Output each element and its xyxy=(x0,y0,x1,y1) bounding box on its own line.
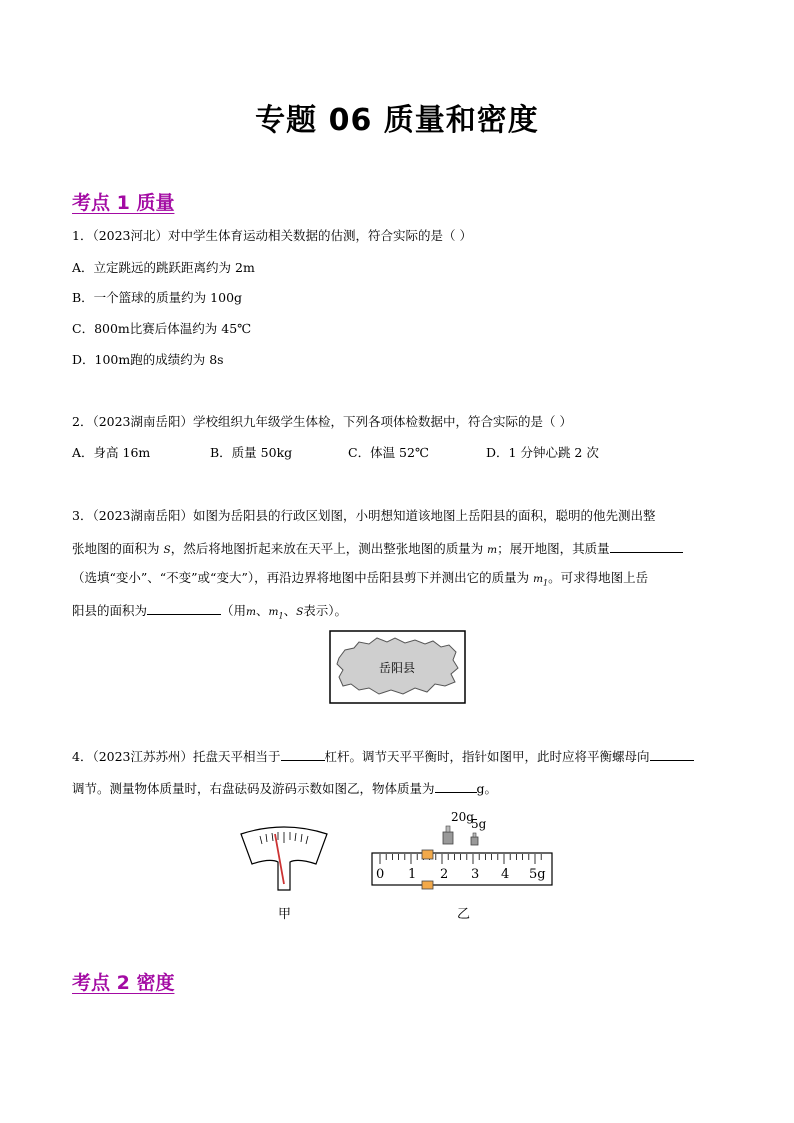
answer-blank[interactable] xyxy=(435,779,477,793)
var-m1: m xyxy=(268,606,279,618)
q3-text: 。可求得地图上岳 xyxy=(548,570,649,585)
figure-label-right: 乙 xyxy=(457,907,471,922)
scale-label: 0 xyxy=(376,867,385,882)
scale-label: 5g xyxy=(529,867,546,882)
answer-blank[interactable] xyxy=(650,747,694,761)
q3-line2 xyxy=(72,539,683,558)
q3-text: （选填“变小”、“不变”或“变大”），再沿边界将地图中岳阳县剪下并测出它的质量为 xyxy=(72,570,534,585)
rider-top[interactable] xyxy=(422,850,433,859)
weight-label-5g: 5g xyxy=(471,817,487,831)
scale-figure xyxy=(370,808,555,893)
var-m1: m xyxy=(533,573,544,585)
q2-option-c: C．体温 52℃ xyxy=(348,445,429,460)
q2-option-a: A．身高 16m xyxy=(72,445,151,460)
scale-label: 2 xyxy=(440,867,449,882)
q2-stem: 2．（2023湖南岳阳）学校组织九年级学生体检，下列各项体检数据中，符合实际的是（ ） xyxy=(72,414,572,429)
q3-text: 阳县的面积为 xyxy=(72,603,148,618)
var-m: m xyxy=(246,606,256,618)
q1-stem: 1．（2023河北）对中学生体育运动相关数据的估测，符合实际的是（ ） xyxy=(72,228,472,243)
q3-text: ，然后将地图折起来放在天平上，测出整张地图的质量为 xyxy=(170,541,488,556)
q3-text: 、 xyxy=(283,603,297,618)
scale-label: 1 xyxy=(408,867,417,882)
pointer-gauge xyxy=(238,824,330,894)
map-figure xyxy=(329,630,466,704)
page-title: 专题 06 质量和密度 xyxy=(255,103,539,138)
q4-line1 xyxy=(72,747,694,765)
q3-text: （用 xyxy=(221,603,247,618)
q3-line1: 3．（2023湖南岳阳）如图为岳阳县的行政区划图，小明想知道该地图上岳阳县的面积，聪明的他先测出整 xyxy=(72,508,656,523)
var-s: S xyxy=(296,606,304,618)
var-s: S xyxy=(163,544,171,556)
q3-line4 xyxy=(72,601,347,625)
q4-text: 调节。测量物体质量时，右盘砝码及游码示数如图乙，物体质量为 xyxy=(72,781,435,796)
answer-blank[interactable] xyxy=(147,601,221,615)
q4-text: 4．（2023江苏苏州）托盘天平相当于 xyxy=(72,749,281,764)
weight-5g xyxy=(471,833,478,845)
section-heading-density: 考点 2 密度 xyxy=(72,972,175,994)
q1-option-a: A．立定跳远的跳跃距离约为 2m xyxy=(72,260,255,275)
q2-option-b: B．质量 50kg xyxy=(210,445,293,460)
section-heading-mass: 考点 1 质量 xyxy=(72,192,175,214)
weight-label-20g: 20g xyxy=(451,810,474,824)
q3-text: 、 xyxy=(256,603,269,618)
subscript: 1 xyxy=(278,611,284,621)
q4-line2 xyxy=(72,779,497,797)
rider-bottom[interactable] xyxy=(422,881,433,889)
answer-blank[interactable] xyxy=(610,539,683,553)
q2-option-d: D．1 分钟心跳 2 次 xyxy=(486,445,599,460)
answer-blank[interactable] xyxy=(281,747,325,761)
q1-option-d: D．100m跑的成绩约为 8s xyxy=(72,352,224,367)
figure-label-left: 甲 xyxy=(278,907,292,922)
weight-20g xyxy=(443,826,453,844)
q3-line3 xyxy=(72,570,648,592)
scale-label: 4 xyxy=(501,867,510,882)
q3-text: ；展开地图，其质量 xyxy=(497,541,610,556)
map-label: 岳阳县 xyxy=(378,661,416,675)
scale-label: 3 xyxy=(471,867,480,882)
q1-option-c: C．800m比赛后体温约为 45℃ xyxy=(72,321,252,336)
q4-text: g。 xyxy=(476,781,498,796)
q3-text: 张地图的面积为 xyxy=(72,541,164,556)
q4-text: 杠杆。调节天平平衡时，指针如图甲，此时应将平衡螺母向 xyxy=(324,749,650,764)
q3-text: 表示）。 xyxy=(303,603,348,618)
subscript: 1 xyxy=(543,578,549,588)
q1-option-b: B．一个篮球的质量约为 100g xyxy=(72,290,243,305)
var-m: m xyxy=(487,544,498,556)
